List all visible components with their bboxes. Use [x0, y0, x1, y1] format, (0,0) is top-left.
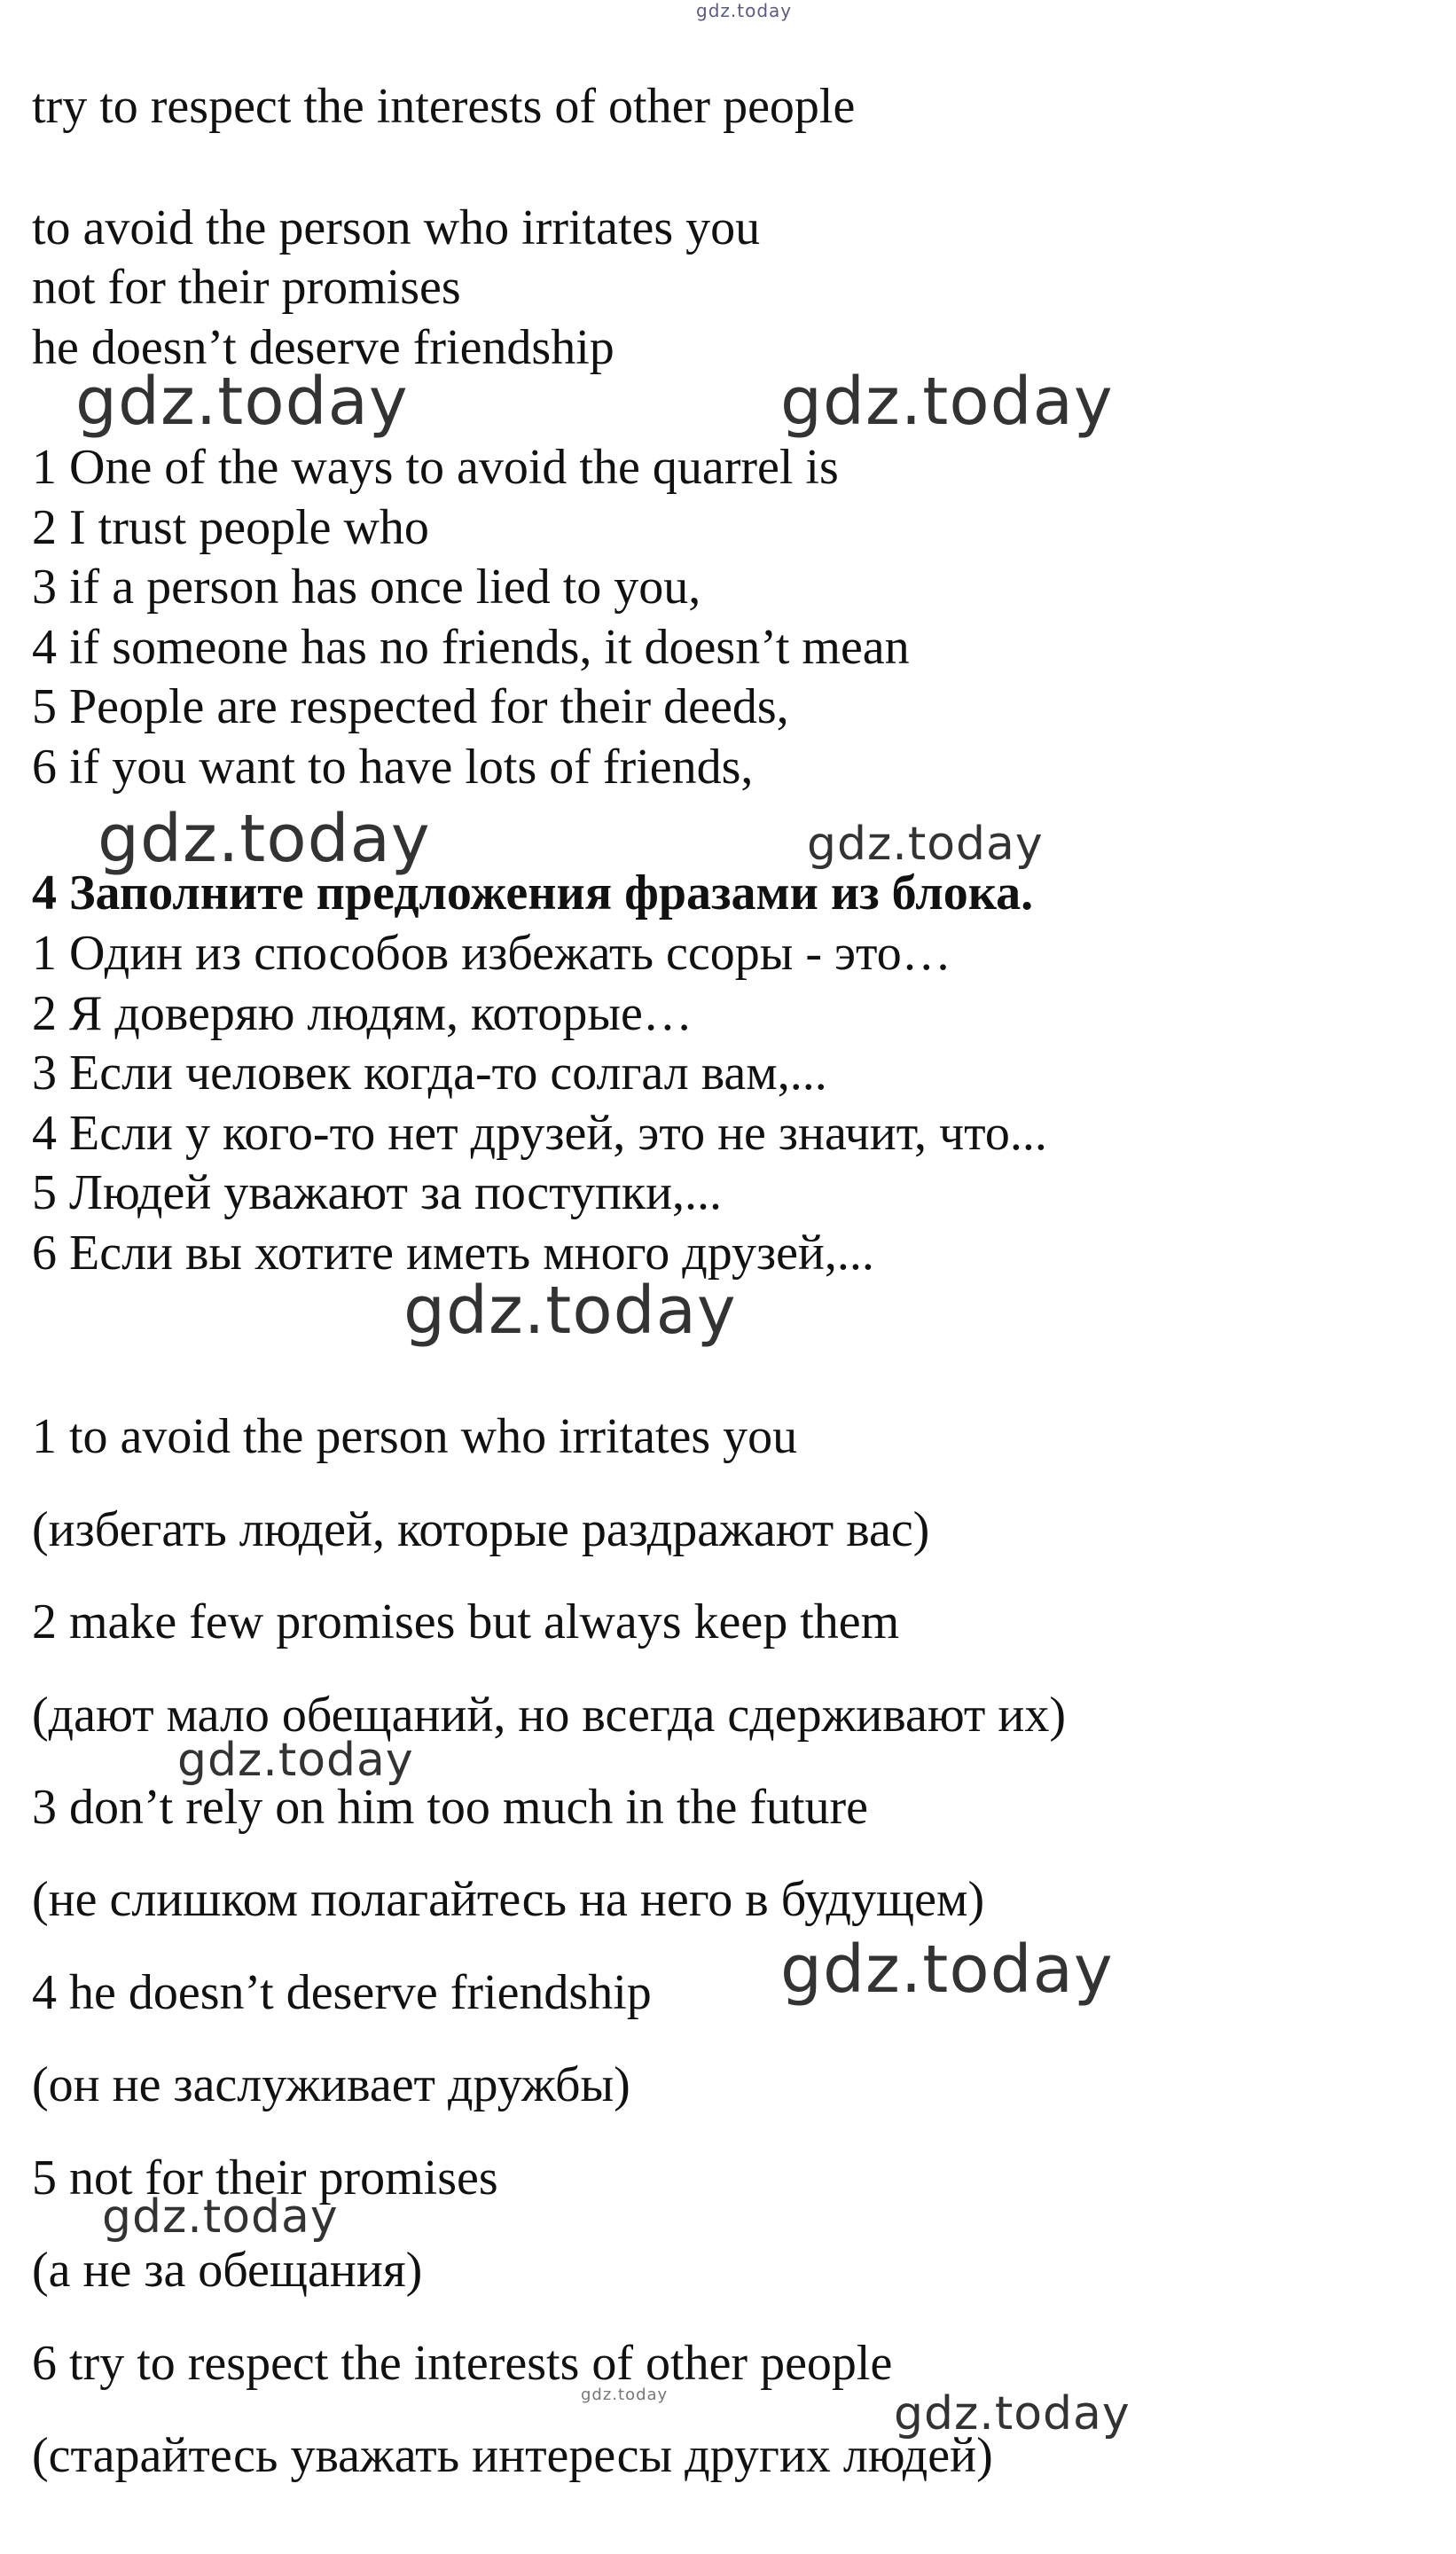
answer-ru: (он не заслуживает дружбы) [32, 2057, 630, 2112]
watermark: gdz.today [177, 1734, 414, 1787]
watermark: gdz.today [807, 818, 1044, 871]
task-item: 6 Если вы хотите иметь много друзей,... [32, 1226, 874, 1281]
phrase-line: not for their promises [32, 260, 461, 315]
answer-en: 1 to avoid the person who irritates you [32, 1409, 798, 1464]
watermark: gdz.today [894, 2387, 1131, 2440]
sentence-start: 4 if someone has no friends, it doesn’t mean [32, 620, 910, 675]
sentence-start: 2 I trust people who [32, 500, 429, 555]
task-item: 3 Если человек когда-то солгал вам,... [32, 1046, 827, 1101]
watermark: gdz.today [403, 1273, 737, 1349]
task-item: 4 Если у кого-то нет друзей, это не значит, что... [32, 1106, 1047, 1161]
phrase-line: try to respect the interests of other people [32, 79, 856, 134]
watermark: gdz.today [98, 801, 431, 877]
watermark-small: gdz.today [581, 2386, 669, 2404]
sentence-start: 3 if a person has once lied to you, [32, 560, 701, 615]
watermark-top: gdz.today [696, 0, 793, 21]
phrase-line: to avoid the person who irritates you [32, 200, 761, 255]
answer-ru: (старайтесь уважать интересы других людей) [32, 2428, 993, 2483]
answer-ru: (дают мало обещаний, но всегда сдерживают их) [32, 1688, 1067, 1743]
answer-en: 4 he doesn’t deserve friendship [32, 1965, 652, 2020]
answer-en: 3 don’t rely on him too much in the future [32, 1780, 869, 1835]
sentence-start: 6 if you want to have lots of friends, [32, 740, 754, 795]
answer-en: 2 make few promises but always keep them [32, 1594, 900, 1649]
sentence-start: 1 One of the ways to avoid the quarrel is [32, 440, 839, 495]
watermark: gdz.today [780, 1931, 1114, 2008]
task-item: 5 Людей уважают за поступки,... [32, 1165, 723, 1220]
answer-ru: (избегать людей, которые раздражают вас) [32, 1502, 930, 1557]
watermark: gdz.today [780, 364, 1114, 440]
sentence-start: 5 People are respected for their deeds, [32, 679, 789, 734]
answer-ru: (не слишком полагайтесь на него в будущем) [32, 1872, 985, 1927]
watermark: gdz.today [102, 2190, 339, 2244]
answer-en: 5 not for their promises [32, 2151, 498, 2205]
phrase-line: he doesn’t deserve friendship [32, 320, 614, 375]
answer-ru: (а не за обещания) [32, 2243, 423, 2298]
task-item: 1 Один из способов избежать ссоры - это… [32, 926, 951, 981]
task-heading: 4 Заполните предложения фразами из блока. [32, 866, 1034, 921]
watermark: gdz.today [75, 364, 409, 440]
answer-en: 6 try to respect the interests of other people [32, 2336, 893, 2391]
task-item: 2 Я доверяю людям, которые… [32, 986, 693, 1041]
